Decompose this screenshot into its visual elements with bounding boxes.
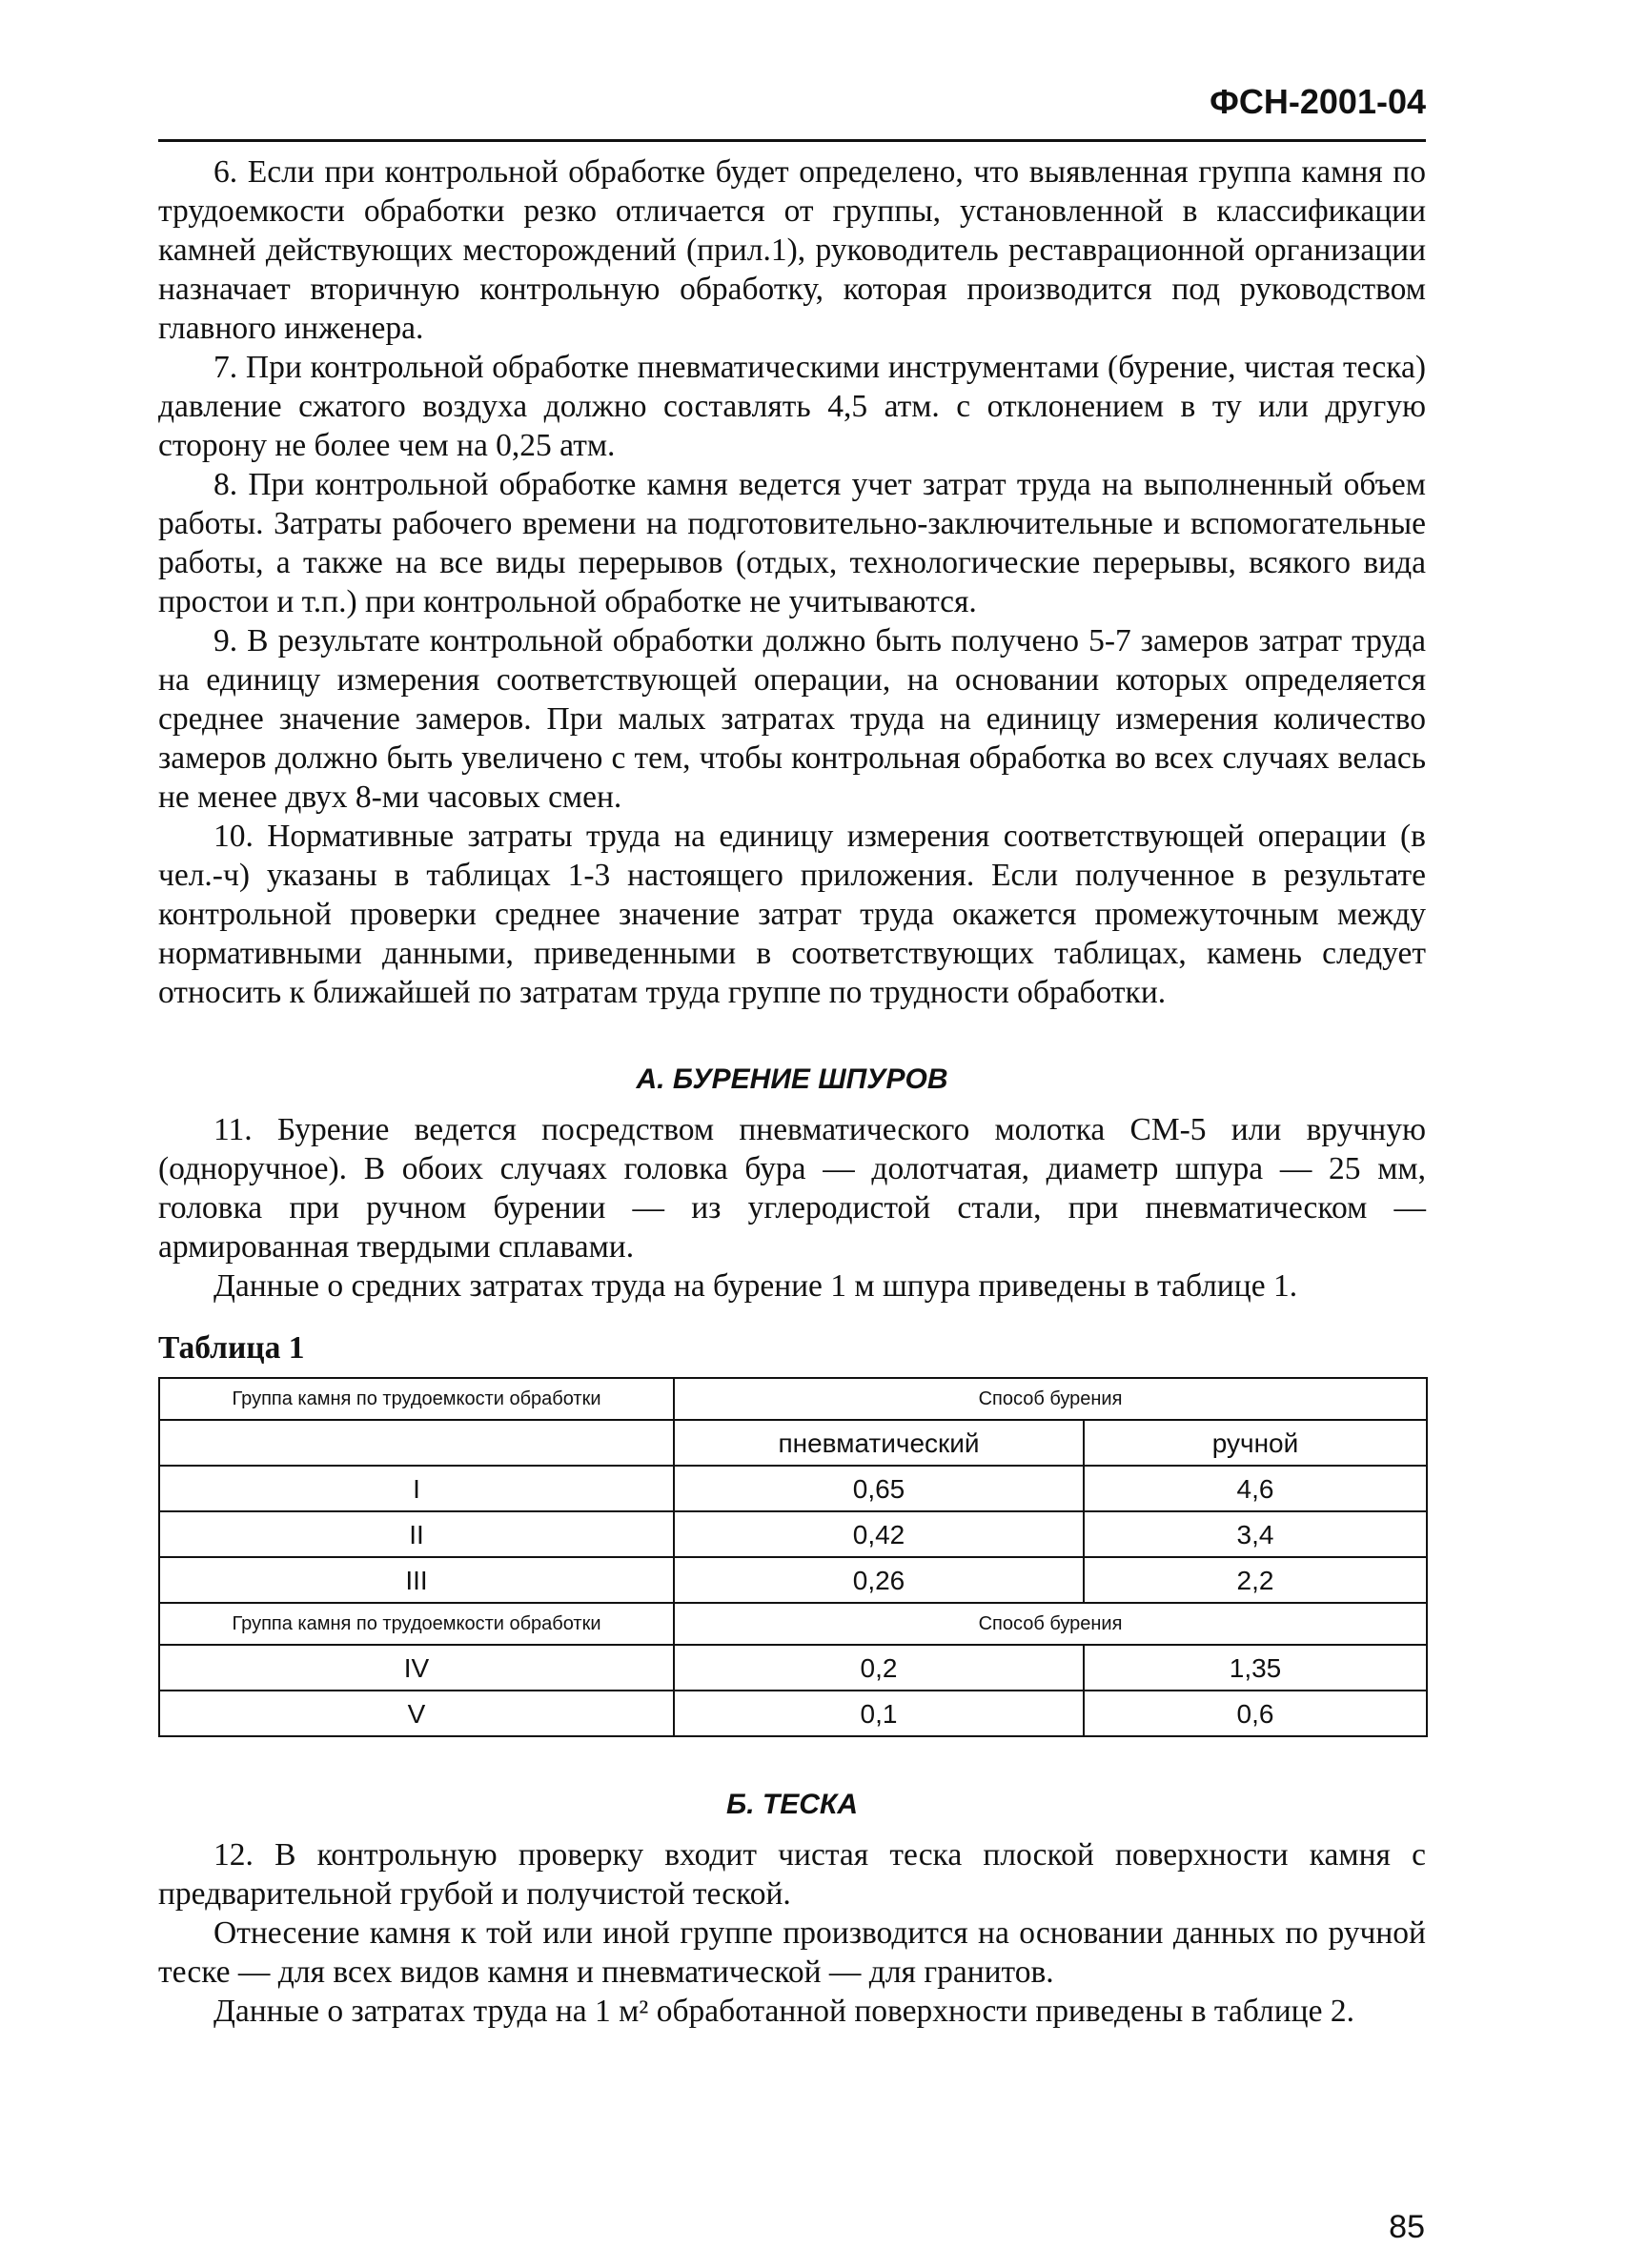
paragraph-table-reference: Данные о средних затратах труда на бурение 1 м шпура приведены в таблице 1. [214, 1268, 1298, 1304]
manual-value-cell: 2,2 [1084, 1557, 1427, 1603]
paragraph-7: 7. При контрольной обработке пневматическими инструментами (бурение, чистая теска) давление сжатого воздуха должно составлять 4,5 атм. с отклонением в ту или другую сторону не более чем на 0,25 атм. [158, 350, 1426, 463]
table-row [159, 1466, 1427, 1511]
table-row [159, 1511, 1427, 1557]
table-repeat-header-row [159, 1603, 1427, 1645]
section-heading-drilling: А. БУРЕНИЕ ШПУРОВ [636, 1063, 948, 1095]
manual-header-cell: ручной [1084, 1420, 1427, 1466]
group-cell: IV [159, 1645, 674, 1691]
drilling-labor-table [158, 1377, 1428, 1737]
method-header-cell: Способ бурения [674, 1603, 1427, 1645]
table-row [159, 1557, 1427, 1603]
group-cell: II [159, 1511, 674, 1557]
paragraph-12: 12. В контрольную проверку входит чистая теска плоской поверхности камня с предварительной грубой и получистой теской. [158, 1837, 1426, 1912]
table-subheader-row [159, 1420, 1427, 1466]
table-header-row [159, 1378, 1427, 1420]
section-heading-hewing: Б. ТЕСКА [725, 1789, 859, 1820]
manual-value-cell: 3,4 [1084, 1511, 1427, 1557]
pneumatic-value-cell: 0,26 [674, 1557, 1084, 1603]
pneumatic-value-cell: 0,1 [674, 1691, 1084, 1736]
method-header-cell: Способ бурения [674, 1378, 1427, 1420]
pneumatic-value-cell: 0,42 [674, 1511, 1084, 1557]
manual-value-cell: 0,6 [1084, 1691, 1427, 1736]
empty-header-cell [159, 1420, 674, 1466]
paragraph-6: 6. Если при контрольной обработке будет определено, что выявленная группа камня по трудоемкости обработки резко отличается от группы, установленной в классификации камней действующих месторождений (прил.1), руководитель реставрационной организации назначает вторичную контрольную обработку, которая производится под руководством главного инженера. [158, 154, 1426, 346]
page-number: 85 [1389, 2209, 1425, 2245]
group-cell: I [159, 1466, 674, 1511]
table-row [159, 1691, 1427, 1736]
table-caption: Таблица 1 [158, 1330, 305, 1366]
manual-value-cell: 4,6 [1084, 1466, 1427, 1511]
paragraph-9: 9. В результате контрольной обработки должно быть получено 5-7 замеров затрат труда на единицу измерения соответствующей операции, на основании которых определяется среднее значение замеров. При малых затратах труда на единицу измерения количество замеров должно быть увеличено с тем, чтобы контрольная обработка во всех случаях велась не менее двух 8-ми часовых смен. [158, 623, 1426, 815]
pneumatic-value-cell: 0,2 [674, 1645, 1084, 1691]
paragraph-11: 11. Бурение ведется посредством пневматического молотка СМ-5 или вручную (одноручное). В обоих случаях головка бура — долотчатая, диаметр шпура — 25 мм, головка при ручном бурении — из углеродистой стали, при пневматическом — армированная твердыми сплавами. [158, 1112, 1426, 1265]
paragraph-8: 8. При контрольной обработке камня ведется учет затрат труда на выполненный объем работы. Затраты рабочего времени на подготовительно-заключительные и вспомогательные работы, а также на все виды перерывов (отдых, технологические перерывы, всякого вида простои и т.п.) при контрольной обработке не учитываются. [158, 467, 1426, 619]
pneumatic-header-cell: пневматический [674, 1420, 1084, 1466]
table-row [159, 1645, 1427, 1691]
page-header [158, 82, 1426, 142]
pneumatic-value-cell: 0,65 [674, 1466, 1084, 1511]
paragraph-group-assignment: Отнесение камня к той или иной группе производится на основании данных по ручной теске — для всех видов камня и пневматической — для гранитов. [158, 1915, 1426, 1990]
paragraph-10: 10. Нормативные затраты труда на единицу измерения соответствующей операции (в чел.-ч) указаны в таблицах 1-3 настоящего приложения. Если полученное в результате контрольной проверки среднее значение затрат труда окажется промежуточным между нормативными данными, приведенными в соответствующих таблицах, камень следует относить к ближайшей по затратам труда группе по трудности обработки. [158, 819, 1426, 1010]
document-code: ФСН-2001-04 [1210, 82, 1426, 121]
group-header-cell: Группа камня по трудоемкости обработки [159, 1603, 674, 1645]
group-cell: V [159, 1691, 674, 1736]
page-body [158, 152, 1426, 2031]
group-header-cell: Группа камня по трудоемкости обработки [159, 1378, 674, 1420]
group-cell: III [159, 1557, 674, 1603]
paragraph-table2-reference: Данные о затратах труда на 1 м² обработанной поверхности приведены в таблице 2. [214, 1994, 1354, 2029]
manual-value-cell: 1,35 [1084, 1645, 1427, 1691]
